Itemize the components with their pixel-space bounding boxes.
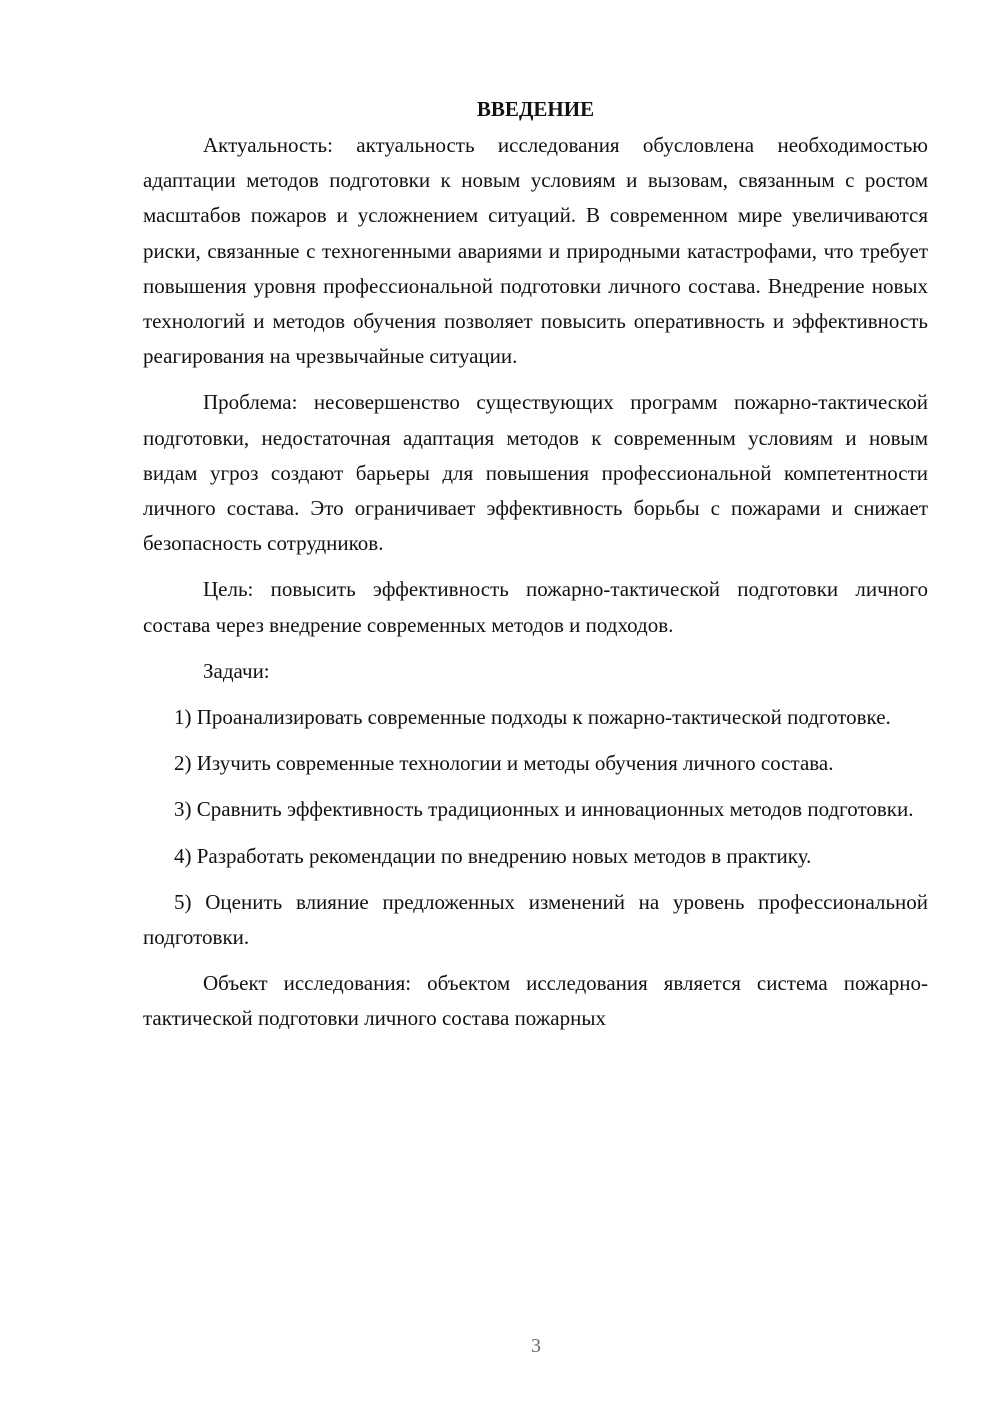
task-item: 4) Разработать рекомендации по внедрению новых методов в практику. — [174, 843, 812, 868]
task-item: 1) Проанализировать современные подходы к пожарно-тактической подготовке. — [174, 705, 891, 730]
page-title: ВВЕДЕНИЕ — [476, 97, 595, 121]
page-number: 3 — [531, 1335, 541, 1357]
task-item: 2) Изучить современные технологии и методы обучения личного состава. — [174, 751, 834, 776]
goal-paragraph: Цель: повысить эффективность пожарно-тактической подготовки личного состава через внедрение современных методов и подходов. — [143, 577, 928, 637]
relevance-paragraph: Актуальность: актуальность исследования обусловлена необходимостью адаптации методов подготовки к новым условиям и вызовам, связанным с ростом масштабов пожаров и усложнением ситуаций. В современном мире увеличиваются риски, связанные с техногенными авариями и природными катастрофами, что требует повышения уровня профессиональной подготовки личного состава. Внедрение новых технологий и методов обучения позволяет повысить оперативность и эффективность реагирования на чрезвычайные ситуации. — [143, 133, 928, 369]
object-paragraph: Объект исследования: объектом исследования является система пожарно-тактической подготовки личного состава пожарных — [143, 971, 928, 1031]
document-page — [143, 92, 928, 1048]
task-item: 3) Сравнить эффективность традиционных и инновационных методов подготовки. — [174, 797, 914, 822]
task-item: 5) Оценить влияние предложенных изменений на уровень профессиональной подготовки. — [143, 889, 928, 950]
tasks-label: Задачи: — [203, 658, 270, 683]
problem-paragraph: Проблема: несовершенство существующих программ пожарно-тактической подготовки, недостаточная адаптация методов к современным условиям и новым видам угроз создают барьеры для повышения профессиональной компетентности личного состава. Это ограничивает эффективность борьбы с пожарами и снижает безопасность сотрудников. — [143, 390, 928, 556]
